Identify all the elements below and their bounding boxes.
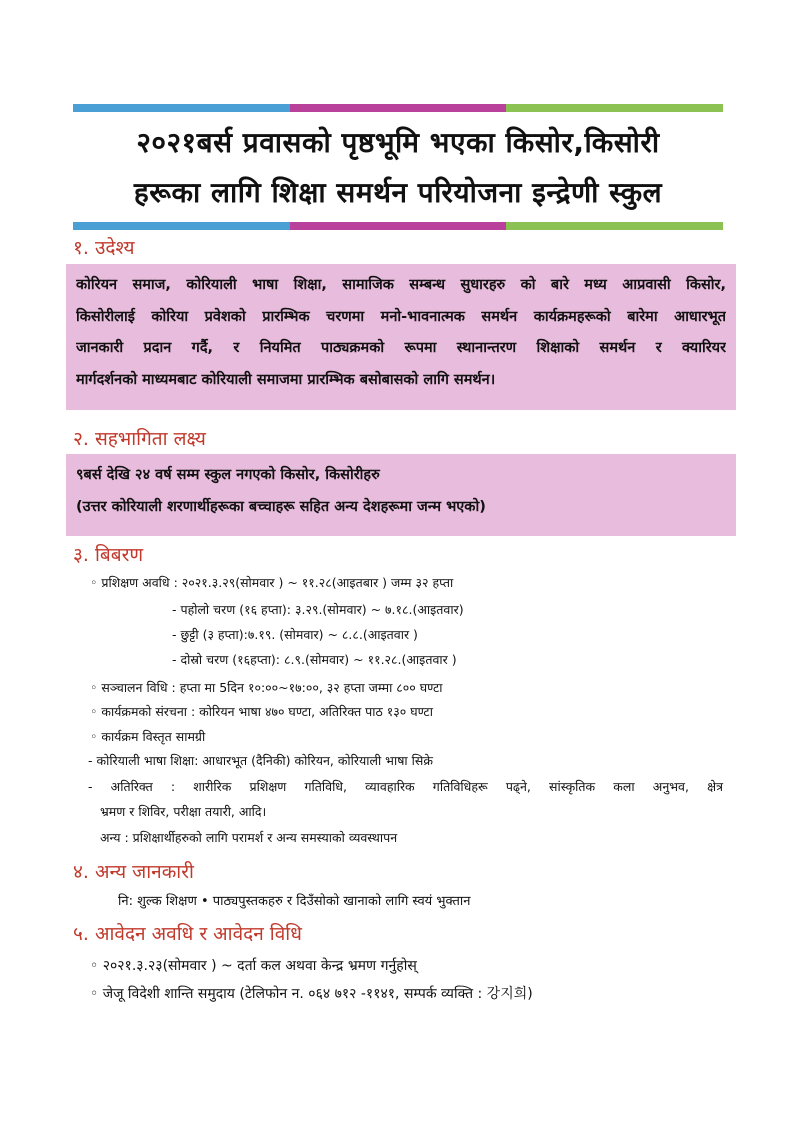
title-line-2: हरूका लागि शिक्षा समर्थन परियोजना इन्द्रेणी स्कुल xyxy=(133,176,663,209)
bar-segment-green xyxy=(506,222,723,230)
top-color-bar xyxy=(73,104,723,112)
detail-item: ◦ सञ्चालन विधि : हप्ता मा 5दिन १०:००~१७:००, ३२ हप्ता जम्मा ८०० घण्टा xyxy=(90,680,443,695)
detail-item: ◦ कार्यक्रमको संरचना : कोरियन भाषा ४७० घण्टा, अतिरिक्त पाठ १३० घण्टा xyxy=(90,704,433,719)
target-line: ९बर्स देखि २४ वर्ष सम्म स्कुल नगएको किसोर, किसोरीहरु xyxy=(76,467,380,483)
purpose-line: कोरियन समाज, कोरियाली भाषा शिक्षा, सामाजिक सम्बन्ध सुधारहरु को बारे मध्य आप्रवासी किसोर, xyxy=(76,277,726,293)
title-line-1: २०२१बर्स प्रवासको पृष्ठभूमि भएका किसोर,किसोरी xyxy=(136,126,660,159)
purpose-box xyxy=(66,264,736,410)
target-line: (उत्तर कोरियाली शरणार्थीहरूका बच्चाहरू सहित अन्य देशहरूमा जन्म भएको) xyxy=(76,498,486,515)
detail-subitem: अन्य : प्रशिक्षार्थीहरुको लागि परामर्श र अन्य समस्याको व्यवस्थापन xyxy=(100,830,398,845)
bar-segment-green xyxy=(506,104,723,112)
detail-item: ◦ कार्यक्रम विस्तृत सामग्री xyxy=(90,729,206,744)
bottom-color-bar xyxy=(73,222,723,230)
detail-subitem: - पहोलो चरण (१६ हप्ता): ३.२९.(सोमवार) ~ ७.१८.(आइतवार) xyxy=(172,602,464,617)
application-item: ◦ जेजू विदेशी शान्ति समुदाय (टेलिफोन न. ०६४ ७१२ -११४१, सम्पर्क व्यक्ति : 강지희) xyxy=(90,986,533,1002)
other-info-text: नि: शुल्क शिक्षण • पाठ्यपुस्तकहरु र दिउँसोको खानाको लागि स्वयं भुक्तान xyxy=(118,894,471,909)
page-title xyxy=(73,118,723,218)
section-heading-details: ३. बिबरण xyxy=(73,544,144,566)
bar-segment-blue xyxy=(73,222,290,230)
detail-item: ◦ प्रशिक्षण अवधि : २०२१.३.२९(सोमवार ) ~ ११.२८(आइतबार ) जम्म ३२ हप्ता xyxy=(90,575,454,590)
detail-subitem: - अतिरिक्त : शारीरिक प्रशिक्षण गतिविधि, व्यावहारिक गतिविधिहरू पढ्ने, सांस्कृतिक कला अनुभव, क्षेत्र xyxy=(88,779,723,794)
section-heading-other-info: ४. अन्य जानकारी xyxy=(73,861,194,883)
bar-segment-magenta xyxy=(290,104,507,112)
section-heading-application: ५. आवेदन अवधि र आवेदन विधि xyxy=(73,923,302,945)
bar-segment-magenta xyxy=(290,222,507,230)
detail-subitem: - कोरियाली भाषा शिक्षा: आधारभूत (दैनिकी) कोरियन, कोरियाली भाषा सिक्रे xyxy=(88,753,433,768)
detail-subitem-continued: भ्रमण र शिविर, परीक्षा तयारी, आदि। xyxy=(100,804,267,819)
purpose-line: किसोरीलाई कोरिया प्रवेशको प्रारम्भिक चरणमा मनो-भावनात्मक समर्थन कार्यक्रमहरूको बारेमा आधारभूत xyxy=(76,308,726,325)
application-item: ◦ २०२१.३.२३(सोमवार ) ~ दर्ता कल अथवा केन्द्र भ्रमण गर्नुहोस् xyxy=(90,958,417,974)
detail-subitem: - छुट्टी (३ हप्ता):७.१९. (सोमवार) ~ ८.८.(आइतवार ) xyxy=(172,627,418,642)
section-heading-purpose: १. उदेश्य xyxy=(73,237,135,259)
purpose-line: जानकारी प्रदान गर्दै, र नियमित पाठ्यक्रमको रूपमा स्थानान्तरण शिक्षाको समर्थन र क्यारियर xyxy=(76,340,726,356)
section-heading-target: २. सहभागिता लक्ष्य xyxy=(73,428,206,450)
target-box xyxy=(66,454,736,536)
bar-segment-blue xyxy=(73,104,290,112)
detail-subitem: - दोस्रो चरण (१६हप्ता): ८.९.(सोमवार) ~ ११.२८.(आइतवार ) xyxy=(172,652,457,667)
purpose-line: मार्गदर्शनको माध्यमबाट कोरियाली समाजमा प्रारम्भिक बसोबासको लागि समर्थन। xyxy=(76,371,496,388)
